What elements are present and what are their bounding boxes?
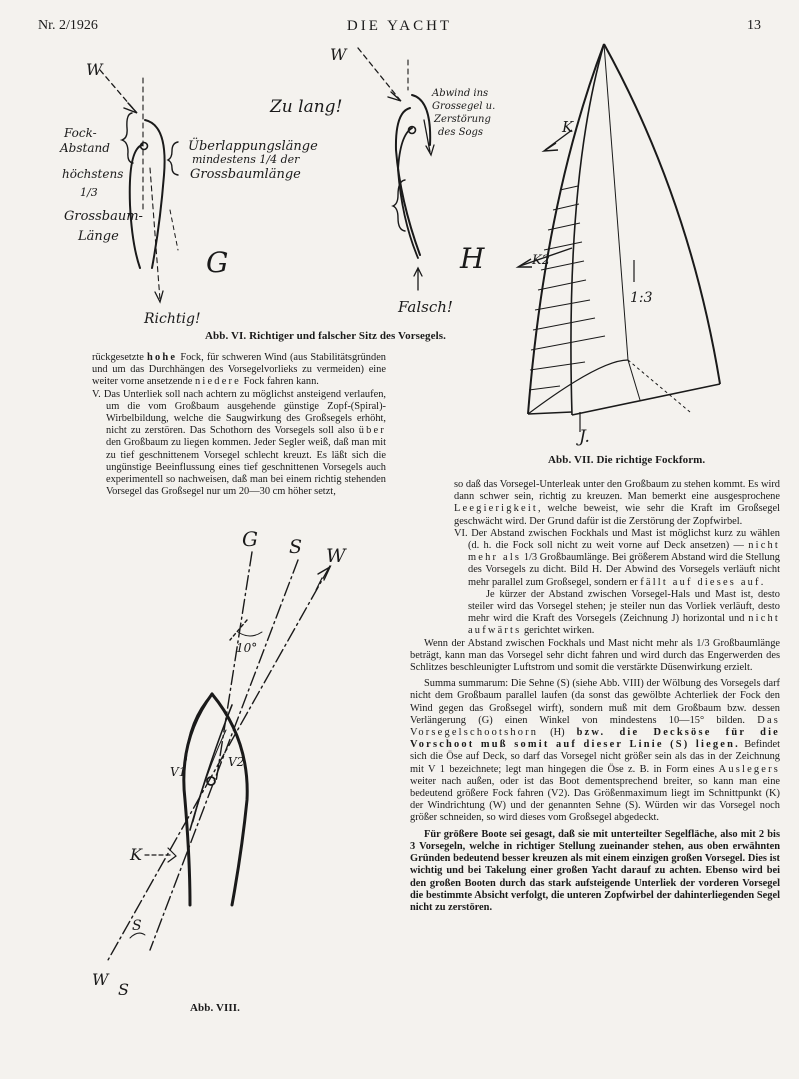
label-gross-2: Länge [78,229,119,244]
text-r6: Für größere Boote sei gesagt, daß sie mit unterteilter Segelfläche, also mit 2 bis 3 Vorsegeln, welche in richtiger Stellung zueinander stehen, aus oben erwähnten Gründen bedeutend besser kreuzen als mit einem einzigen großen Vorsegel. Dies ist wichtig und bei Takelung einer großen Yacht darauf zu achten. Ebenso wird bei den großen Booten durch das stark aufsteigende Unterliek der vorderen Vorsegel die bestimmte Absicht verfolgt, die unteren Zopfwirbel der dahinterliegenden Segel nicht zu zerstören. [410,828,780,913]
label-ueber-2: mindestens 1/4 der [192,153,300,166]
text-r5a: Summa summarum: Die Sehne (S) (siehe Abb. VIII) der Wölbung des Vorsegels darf nicht dem Großbaum parallel laufen (da sonst das gewölbte Achterliek der Fock den Wind gegen das Großsegel wirft), sondern muß mit dem Großbaum bzw. dessen Verlängerung (G) einen Winkel von mindestens 10—15° bilden. [410,678,780,726]
label-k: K [562,118,574,136]
journal-title: DIE YACHT [346,18,453,34]
label-fock-2: Abstand [60,141,110,155]
text-l2a: V. Das Unterliek soll nach achtern zu möglichst ansteigend verlaufen, um die vom Großbaum ausgehende günstige Zopf-(Spiral)-Wirbelbildung, welche die Saugwirkung des Großsegels erhöht, nicht zu zerstören. Das Schothorn des Vorsegels soll also [92,388,386,437]
label-v2: V2 [228,755,245,769]
text-r5b: Das Vorsegelschootshorn [410,714,780,739]
text-l1d: niedere [195,376,241,388]
text-l1e: Fock fahren kann. [240,376,319,388]
label-abwind-2: Grossegel u. [432,101,496,112]
label-v1: V1 [170,765,187,779]
label-richtig: Richtig! [144,311,201,327]
text-r5e: Befindet sich die Öse auf Deck, so darf das Vorsegel nicht größer sein als das in der Zeichnung mit V 1 bezeichnete; legt man hingegen die Öse z. B. in Form eines [410,739,780,775]
label-fock-1: Fock- [64,126,97,140]
label-frac3: 1/3 [80,186,98,199]
issue-number: Nr. 2/1926 [38,18,98,33]
text-r1b: Leegierigkeit [454,503,538,515]
label-w-low: W [92,970,109,989]
label-abwind-3: Zerstörung [434,114,491,125]
text-r3b: nicht aufwärts [468,613,780,637]
line-w [108,566,330,960]
label-ueber-3: Grossbaumlänge [190,167,301,182]
text-right-column [410,479,780,914]
text-right-top [410,479,780,638]
text-l1c: Fock, für schweren Wind (aus Stabilitätsgründen und um das Durchhängen des Vorsegelvorlieks zu vermeiden) eine weiter vorne ansetzende [92,352,387,388]
text-r5f: Auslegers [718,763,780,775]
text-r4: Wenn der Abstand zwischen Fockhals und Mast nicht mehr als 1/3 Großbaumlänge beträgt, kann man das Vorsegel sehr dicht fahren und wird durch das Engerwerden des Schlitzes beschleunigter Luftstrom und somit die verstärkte Düsenwirkung erzielt. [410,637,780,674]
label-h: H [460,242,485,275]
line-g [216,552,252,782]
label-ratio: 1:3 [630,290,653,306]
label-k2: K2 [532,253,550,268]
text-l1b: hohe [147,352,178,363]
text-r1c: , welche beweist, wie sehr die Kraft im Großsegel geschwächt wird. Der Grund dafür ist die Zerstörung der Zopfwirbel. [454,503,780,527]
label-zulang: Zu lang! [270,97,343,117]
hull-right [212,694,247,905]
label-s-viii: S [289,536,303,558]
label-falsch: Falsch! [398,298,453,316]
label-w-viii: W [326,545,346,567]
text-r1a: so daß das Vorsegel-Unterleak unter den Großbaum zu stehen kommt. Es wird dann schwer sein, richtig zu kreuzen. Man bemerkt eine ausgesprochene [454,479,780,503]
text-r5g: weiter nach außen, oder ist das Boot dementsprechend breiter, so kann man eine bedeutend größere Fock fahren (V2). Das Größenmaximum liegt im Schnittpunkt (K) der Windrichtung (W) und der genannten Sehne (S). Würden wir das Vorsegel noch größer schneiden, so wird dieses vom Großsegel abgedeckt. [410,775,780,824]
text-r2b: nicht mehr als [468,540,780,564]
label-g: G [206,246,229,279]
label-w-right: W [330,45,347,64]
label-g-viii: G [242,527,258,551]
label-s-low: S [132,918,142,934]
label-j: J. [579,427,590,447]
text-r2c: 1/3 Großbaumlänge. Bei größerem Abstand wird die Stellung des Vorsegels zu dicht. Bild H. Der Abwind des Vorsegels verläuft nicht mehr parallel zum Großsegel, sondern er [468,552,781,588]
text-r2e: . [760,576,764,588]
caption-fig-vii: Abb. VII. Die richtige Fockform. [548,454,706,466]
page-number: 13 [747,18,761,33]
text-r3c: gerichtet wirken. [521,625,595,637]
label-abwind-4: des Sogs [438,127,484,138]
text-r5c: (H) [538,727,577,739]
label-hoechstens: höchstens [62,167,124,181]
text-r2d: fällt auf dieses auf [640,576,761,588]
text-r3a: Je kürzer der Abstand zwischen Vorsegel-Hals und Mast ist, desto steiler wird das Vorsegel stehen; je steiler nun das Vorliek verläuft, desto mehr wird die Kraft des Vorsegels (Zeichnung J) horizontal und [468,588,780,625]
text-r2a: VI. Der Abstand zwischen Fockhals und Mast ist möglichst kurz zu wählen (d. h. die Fock soll nicht zu weit vorne auf Deck ansetzen) — [454,527,780,552]
label-abwind-1: Abwind ins [432,88,489,99]
text-l2b: über [358,425,386,437]
label-ueber-1: Überlappungslänge [188,139,318,154]
caption-fig-viii: Abb. VIII. [190,1002,241,1014]
label-s-low2: S [118,980,129,999]
text-l2c: den Großbaum zu liegen kommen. Jeder Segler weiß, daß man mit zu tief geschnittenem Vorsegel schlecht kreuzt. Es läßt sich die ungünstige Beeinflussung eines tief geschnittenen Vorsegels auch experimentell so nachweisen, daß man bei einem richtig stehenden Vorsegel das Großsegel nur um 20—30 cm höher setzt, [106,437,386,498]
text-l1a: rückgesetzte [92,352,148,363]
label-gross-1: Grossbaum- [64,209,143,224]
label-w-left: W [86,60,103,79]
label-k-viii: K [130,845,142,864]
label-angle: 10° [236,641,258,655]
text-r5d: bzw. die Decksöse für die Vorschoot muß somit auf dieser Linie (S) liegen. [410,727,780,751]
caption-fig-vi: Abb. VI. Richtiger und falscher Sitz des Vorsegels. [205,330,447,342]
